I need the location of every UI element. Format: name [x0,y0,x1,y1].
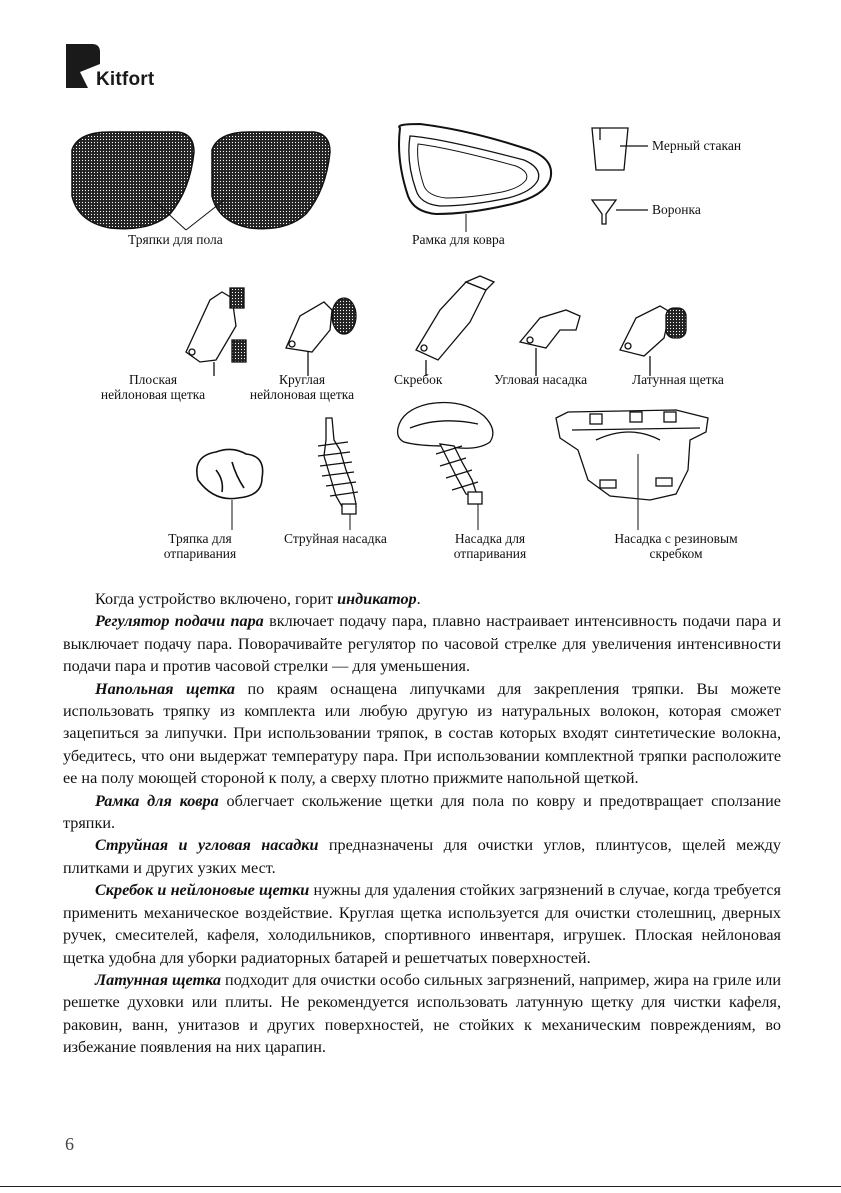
steam-cloth-icon [197,449,263,530]
measuring-cup-icon [592,128,648,170]
caption-steam-nozzle: Насадка для отпаривания [453,531,527,561]
bottom-divider [0,1186,841,1187]
caption-carpet-frame: Рамка для ковра [412,232,505,247]
rubber-scraper-nozzle-icon [556,410,708,530]
paragraph-brass-brush: Латунная щетка подходит для очистки особо сильных загрязнений, например, жира на гриле или решетке духовки или плиты. Не рекомендуется использовать латунную щетку для чистки кафеля, раковин, ванн, унитазов и других поверхностей, не стойких к механическим повреждениям, во избежание появления на них царапин. [63,970,781,1057]
caption-round-brush: Круглая нейлоновая щетка [249,372,355,402]
paragraph-jet-angle-nozzles: Струйная и угловая насадки предназначены для очистки углов, плинтусов, щелей между плитками и других узких мест. [63,836,782,877]
caption-measuring-cup: Мерный стакан [652,138,742,153]
caption-funnel: Воронка [652,202,701,217]
scraper-icon [416,276,494,376]
caption-floor-cloths: Тряпки для пола [128,232,223,247]
body-text [63,588,781,1059]
caption-flat-brush: Плоская нейлоновая щетка [100,372,206,402]
steam-nozzle-icon [398,403,493,531]
caption-scraper: Скребок [394,372,443,387]
caption-angle-nozzle: Угловая насадка [494,372,588,387]
round-nylon-brush-icon [286,298,356,376]
caption-rubber-scraper: Насадка с резиновым скребком [614,531,738,561]
page-number: 6 [65,1134,74,1154]
jet-nozzle-icon [318,418,358,530]
paragraph-carpet-frame: Рамка для ковра облегчает скольжение щетки для пола по ковру и предотвращает сползание тряпки. [63,791,781,833]
angle-nozzle-icon [520,310,580,376]
paragraph-floor-brush: Напольная щетка по краям оснащена липучками для закрепления тряпки. Вы можете использовать тряпку из комплекта или любую другую из натуральных волокон, которая сможет зацепиться за липучки. При использовании тряпок, в состав которых входят синтетические волокна, убедитесь, что они выдержат температуру пара. При использовании комплектной тряпки расположите ее на полу моющей стороной к полу, а сверху плотно прижмите напольной щеткой. [63,679,781,788]
carpet-frame-icon [399,124,551,232]
caption-jet-nozzle: Струйная насадка [284,531,387,546]
caption-steam-cloth: Тряпка для отпаривания [163,531,237,561]
funnel-icon [592,200,648,224]
flat-nylon-brush-icon [186,288,246,376]
paragraph-steam-regulator: Регулятор подачи пара включает подачу пара, плавно настраивает интенсивность подачи пара и выключает подачу пара. Поворачивайте регулятор по часовой стрелке для увеличения интенсивности подачи пара и против часовой стрелки — для уменьшения. [63,612,781,676]
paragraph-scraper-brushes: Скребок и нейлоновые щетки нужны для удаления стойких загрязнений в случае, когда требуется применить механическое воздействие. Круглая щетка используется для очистки столешниц, дверных ручек, смесителей, кафеля, холодильников, спортивного инвентаря, игрушек. Плоская нейлоновая щетка удобна для уборки радиаторных батарей и решетчатых поверхностей. [63,881,781,967]
accessories-illustration [0,0,841,580]
brass-brush-icon [620,306,686,376]
brand-name: Kitfort [96,69,155,90]
paragraph-indicator: Когда устройство включено, горит индикатор. [95,590,421,608]
floor-cloth-icon [72,132,330,230]
caption-brass-brush: Латунная щетка [632,372,724,387]
